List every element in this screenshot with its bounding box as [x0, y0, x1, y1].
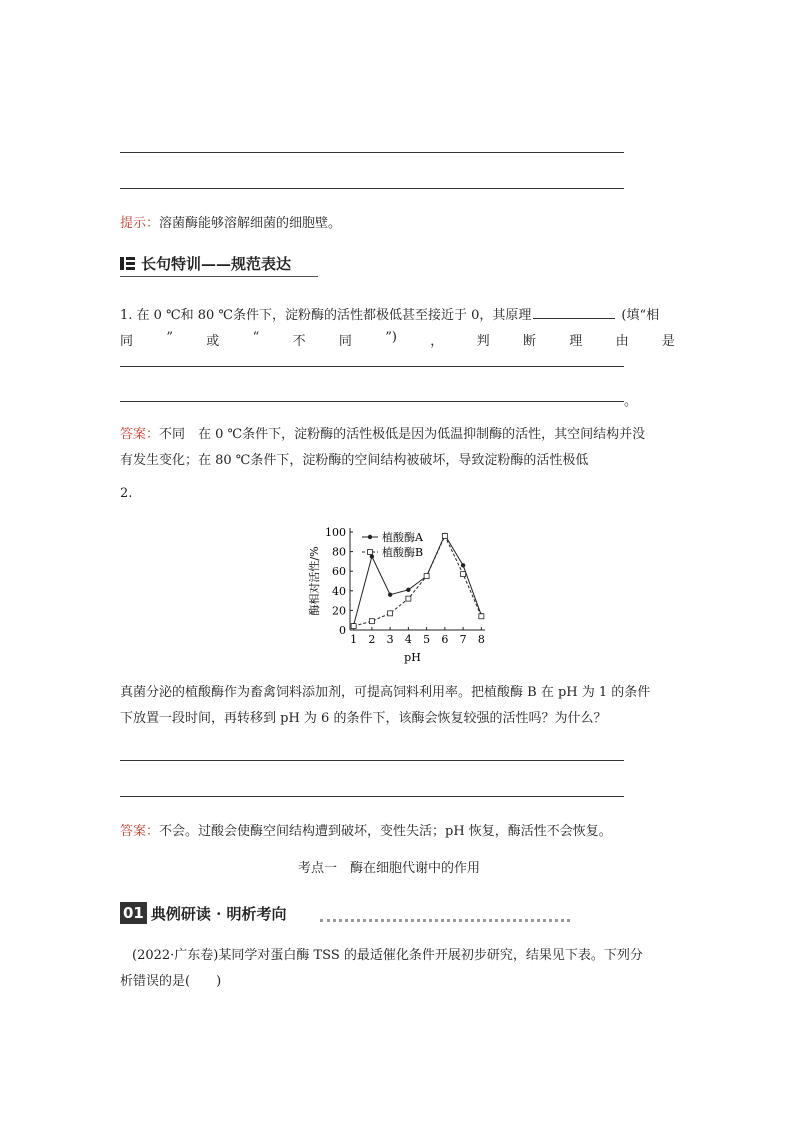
hint-paragraph	[120, 212, 341, 231]
y-tick-label: 40	[332, 584, 346, 598]
x-tick-label: 2	[368, 633, 376, 646]
data-point-b	[442, 533, 447, 538]
example-text: 析错误的是( )	[120, 974, 222, 989]
section-bars-icon	[120, 257, 135, 270]
q1-word: “	[252, 330, 260, 345]
x-tick-label: 8	[477, 633, 485, 646]
x-axis-label: pH	[404, 651, 421, 664]
x-tick-label: 3	[386, 633, 394, 646]
banner-dotted-rule	[320, 919, 570, 922]
y-tick-label: 100	[325, 526, 346, 539]
answer-text: 不会。过酸会使酶空间结构遭到破坏，变性失活；pH 恢复，酶活性不会恢复。	[159, 824, 612, 839]
q1-word: ”	[166, 330, 173, 345]
q1-word: 同	[338, 334, 352, 349]
q2-number: 2.	[120, 486, 133, 501]
q2-text: 下放置一段时间，再转移到 pH 为 6 的条件下，该酶会恢复较强的活性吗？为什么？	[120, 711, 607, 726]
x-tick-label: 7	[459, 633, 467, 646]
legend-marker-b	[368, 550, 373, 555]
hint-text: 溶菌酶能够溶解细菌的细胞壁。	[159, 216, 342, 231]
data-point-a	[406, 588, 410, 592]
data-point-a	[370, 554, 374, 558]
q1-text: 1. 在 0 ℃和 80 ℃条件下，淀粉酶的活性都极低甚至接近于 0，其原理	[120, 308, 532, 323]
section-banner	[120, 901, 287, 925]
answer-text: 不同 在 0 ℃条件下，淀粉酶的活性极低是因为低温抑制酶的活性，其空间结构并没	[159, 427, 646, 442]
q1-word: 同	[120, 334, 134, 349]
q1-word: 由	[615, 334, 629, 349]
ph-activity-chart	[300, 520, 510, 670]
q1-word: ”)	[385, 330, 397, 345]
y-tick-label: 20	[332, 604, 346, 618]
data-point-b	[388, 611, 393, 616]
q1-word: 不	[292, 334, 306, 349]
x-tick-label: 4	[404, 633, 412, 646]
q1-line1	[120, 304, 659, 323]
q1-line2	[120, 330, 675, 349]
chart-svg	[300, 520, 510, 670]
data-point-b	[424, 574, 429, 579]
data-point-b	[351, 624, 356, 629]
q1-word: 或	[206, 334, 220, 349]
answer-label: 答案：	[120, 427, 160, 442]
x-tick-label: 5	[423, 633, 431, 646]
legend-label-b: 植酸酶B	[382, 546, 424, 559]
section-heading	[120, 253, 291, 274]
q1-text-tail: (填“相	[621, 308, 660, 323]
example-question	[120, 943, 692, 995]
data-point-b	[406, 596, 411, 601]
q2-question	[120, 680, 680, 732]
answer-blank-line[interactable]	[120, 152, 624, 153]
legend-label-a: 植酸酶A	[382, 531, 423, 544]
data-point-a	[388, 593, 392, 597]
end-mark: 。	[624, 394, 638, 409]
answer-blank-line[interactable]	[120, 796, 624, 797]
data-point-a	[461, 563, 465, 567]
q2-answer	[120, 820, 612, 839]
legend-marker-a	[368, 535, 372, 539]
y-tick-label: 0	[339, 624, 346, 637]
fill-blank[interactable]	[533, 306, 615, 319]
answer-label: 答案：	[120, 824, 160, 839]
banner-title: 典例研读 · 明析考向	[150, 904, 287, 923]
section-title: 长句特训——规范表达	[141, 255, 292, 273]
hint-label: 提示：	[120, 216, 160, 231]
section-underline	[120, 276, 318, 277]
x-tick-label: 6	[441, 633, 449, 646]
answer-blank-line[interactable]	[120, 188, 624, 189]
data-point-b	[461, 572, 466, 577]
y-axis-label: 酶相对活性/%	[308, 546, 321, 616]
q1-answer	[120, 422, 680, 474]
q1-word: 判	[476, 334, 490, 349]
y-tick-label: 60	[332, 565, 346, 579]
q2-text: 真菌分泌的植酸酶作为畜禽饲料添加剂，可提高饲料利用率。把植酸酶 B 在 pH 为 1 的条件	[120, 685, 651, 700]
answer-blank-line[interactable]	[120, 366, 624, 367]
data-point-b	[479, 614, 484, 619]
q1-word: 断	[522, 334, 536, 349]
answer-blank-line[interactable]	[120, 760, 624, 761]
example-text: (2022·广东卷)某同学对蛋白酶 TSS 的最适催化条件开展初步研究，结果见下表。下列分	[132, 948, 643, 963]
banner-number: 01	[120, 902, 147, 924]
x-tick-label: 1	[350, 633, 358, 646]
q1-word: 是	[661, 334, 675, 349]
data-point-b	[369, 619, 374, 624]
q1-word: 理	[569, 334, 583, 349]
topic-title: 考点一 酶在细胞代谢中的作用	[298, 861, 481, 876]
answer-blank-line[interactable]	[120, 401, 624, 402]
answer-text: 有发生变化；在 80 ℃条件下，淀粉酶的空间结构被破坏，导致淀粉酶的活性极低	[120, 453, 589, 468]
y-tick-label: 80	[332, 545, 346, 559]
q1-word: ，	[430, 334, 444, 349]
